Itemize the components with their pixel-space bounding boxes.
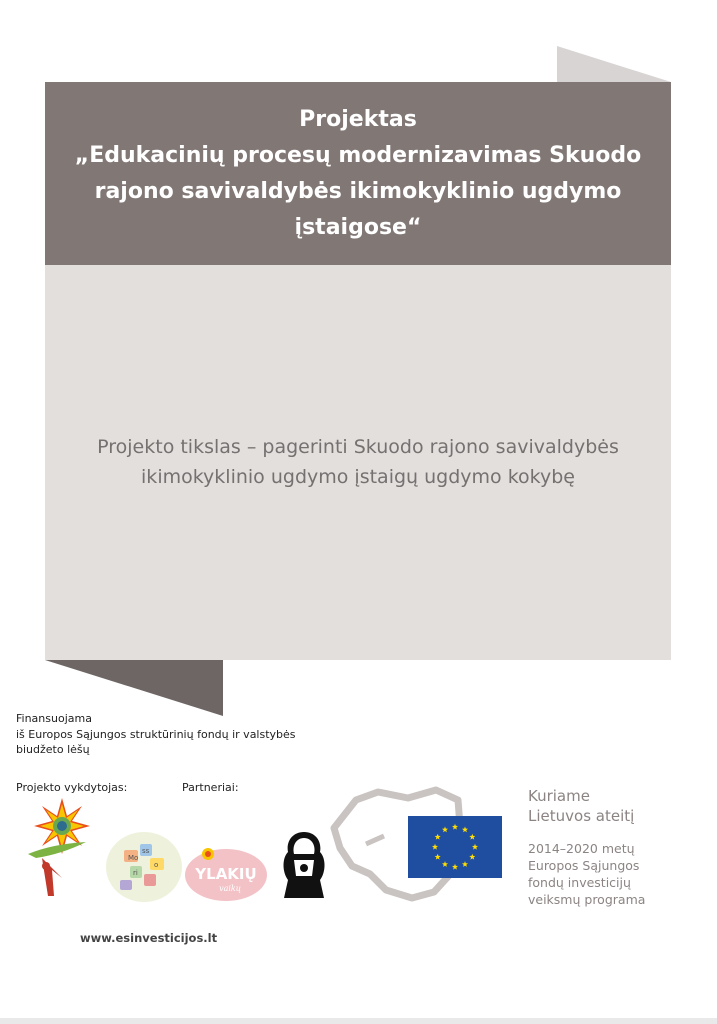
page-bottom-divider xyxy=(0,1018,717,1024)
funding-note xyxy=(16,711,336,758)
goal-line-2: ikimokyklinio ugdymo įstaigų ugdymo kokybę xyxy=(141,466,575,488)
coat-of-arms-logo xyxy=(274,828,334,902)
website-link[interactable]: www.esinvesticijos.lt xyxy=(80,931,218,945)
program-line-1: 2014–2020 metų xyxy=(528,841,635,856)
ylakiu-logo-subtext: vaikų xyxy=(219,884,241,893)
funding-line-3: biudžeto lėšų xyxy=(16,743,90,756)
montessori-letter-4: ri xyxy=(133,869,138,877)
executor-sun-logo xyxy=(22,796,98,904)
slogan-line-1: Kuriame xyxy=(528,787,590,805)
slogan xyxy=(528,786,634,826)
program-name xyxy=(528,840,645,908)
goal-line-1: Projekto tikslas – pagerinti Skuodo rajono savivaldybės xyxy=(97,436,619,458)
executor-label: Projekto vykdytojas: xyxy=(16,781,128,794)
program-line-2: Europos Sąjungos xyxy=(528,858,640,873)
montessori-letter-2: ss xyxy=(142,847,150,855)
title-line-1: Projektas xyxy=(299,106,417,132)
title-line-2: „Edukacinių procesų modernizavimas Skuodo xyxy=(74,142,642,168)
project-goal-text xyxy=(45,432,671,492)
slogan-line-2: Lietuvos ateitį xyxy=(528,807,635,825)
ylakiu-logo-text: YLAKIŲ xyxy=(195,865,257,883)
title-line-4: įstaigose“ xyxy=(294,214,422,240)
program-line-4: veiksmų programa xyxy=(528,892,646,907)
ylakiu-kindergarten-logo xyxy=(184,843,268,903)
montessori-letter-3: o xyxy=(154,861,159,869)
montessori-kindergarten-logo xyxy=(104,830,184,904)
funding-line-2: iš Europos Sąjungos struktūrinių fondų ir valstybės xyxy=(16,727,296,741)
funding-line-1: Finansuojama xyxy=(16,712,92,725)
montessori-letter-1: Mo xyxy=(128,854,139,862)
decorative-fold-bottom xyxy=(0,650,300,720)
partners-label: Partneriai: xyxy=(182,781,239,794)
title-band xyxy=(45,82,671,265)
program-line-3: fondų investicijų xyxy=(528,875,631,890)
title-line-3: rajono savivaldybės ikimokyklinio ugdymo xyxy=(94,178,622,204)
eu-flag-icon xyxy=(408,816,502,878)
